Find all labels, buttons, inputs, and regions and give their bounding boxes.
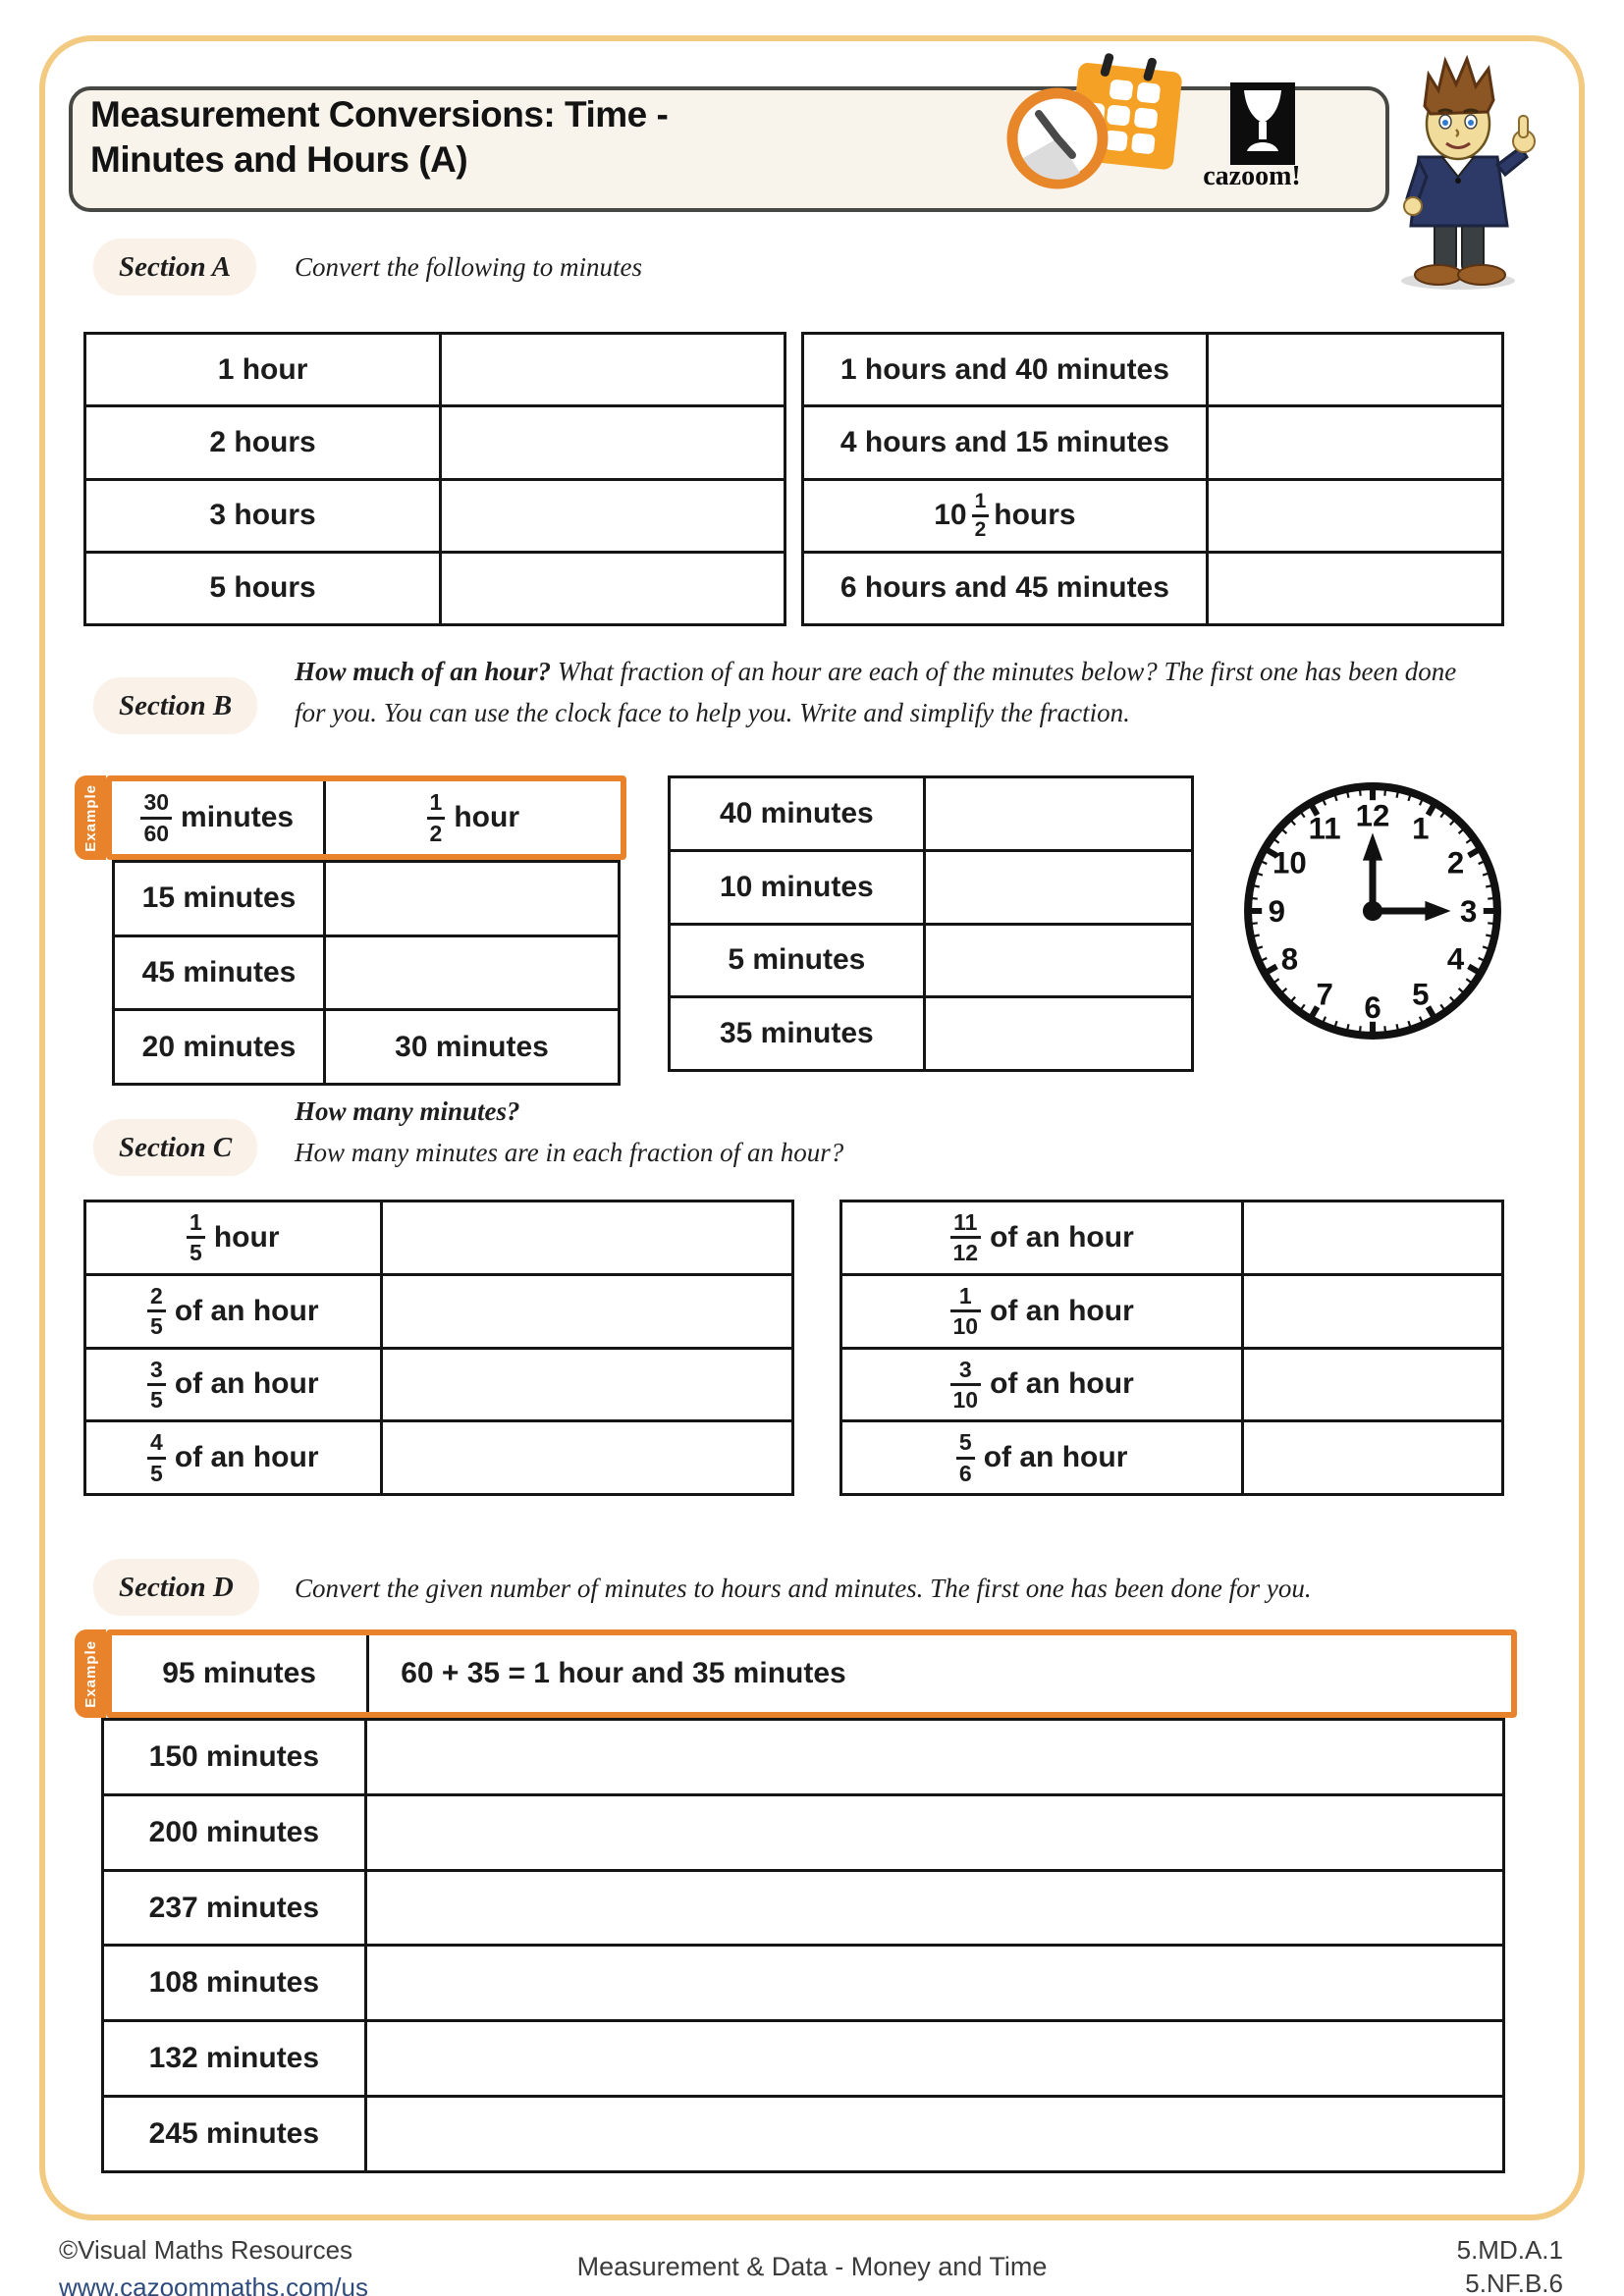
answer-cell [367, 1872, 1502, 1945]
example-tab: Example [75, 1629, 106, 1718]
answer-cell [442, 335, 784, 404]
question-cell: 45 minutes [115, 937, 326, 1009]
question-cell: 132 minutes [104, 2022, 367, 2095]
table-row [671, 995, 1191, 1069]
table-row [86, 335, 784, 404]
question-cell: 4 hours and 15 minutes [804, 407, 1209, 477]
question-cell: 1 10 of an hour [842, 1276, 1244, 1347]
question-cell: 10 1 2 hours [804, 481, 1209, 551]
answer-cell [442, 407, 784, 477]
question-cell: 1 hour [86, 335, 442, 404]
svg-text:9: 9 [1268, 894, 1285, 930]
page-title [90, 92, 668, 183]
section-b-label: Section B [93, 677, 257, 734]
question-cell: 3 10 of an hour [842, 1350, 1244, 1420]
example-question-cell: 95 minutes [112, 1635, 369, 1712]
answer-cell [1244, 1350, 1501, 1420]
table-row [86, 478, 784, 551]
question-cell: 11 12 of an hour [842, 1202, 1244, 1273]
section-a-right-table [801, 332, 1504, 626]
table-row [86, 1419, 791, 1493]
example-tab: Example [75, 775, 106, 860]
svg-text:4: 4 [1446, 941, 1465, 977]
question-cell: 3 hours [86, 481, 442, 551]
table-row [104, 1869, 1502, 1945]
answer-cell [1209, 481, 1501, 551]
question-cell: 237 minutes [104, 1872, 367, 1945]
fraction: 1 10 [950, 1284, 982, 1338]
svg-text:3: 3 [1460, 894, 1478, 930]
table-row [104, 1793, 1502, 1869]
answer-cell [442, 554, 784, 623]
example-answer-cell: 1 2 hour [326, 781, 621, 854]
question-cell: 15 minutes [115, 863, 326, 934]
answer-cell [383, 1276, 791, 1347]
answer-cell [367, 2098, 1502, 2170]
answer-cell [367, 1947, 1502, 2019]
copyright-text: ©Visual Maths Resources [59, 2235, 353, 2265]
table-row [842, 1419, 1501, 1493]
question-cell: 1 5 hour [86, 1202, 383, 1273]
question-cell: 108 minutes [104, 1947, 367, 2019]
table-row [842, 1202, 1501, 1273]
fraction: 3 10 [950, 1358, 982, 1412]
table-row [86, 1202, 791, 1273]
question-cell: 20 minutes [115, 1011, 326, 1083]
section-a-left-table [83, 332, 786, 626]
svg-text:11: 11 [1308, 811, 1341, 846]
answer-cell [926, 926, 1191, 996]
table-row [104, 2095, 1502, 2170]
section-d-label: Section D [93, 1559, 259, 1616]
question-cell: 4 5 of an hour [86, 1422, 383, 1493]
question-cell: 2 5 of an hour [86, 1276, 383, 1347]
fraction: 11 12 [950, 1210, 982, 1264]
table-row [842, 1347, 1501, 1420]
svg-text:12: 12 [1355, 798, 1390, 833]
standard-code: 5.MD.A.1 [1456, 2235, 1563, 2265]
fraction: 1 2 [972, 491, 990, 541]
svg-text:5: 5 [1412, 977, 1430, 1012]
table-row [804, 478, 1501, 551]
section-b-instruction-lead: How much of an hour? [295, 657, 552, 686]
table-row [671, 849, 1191, 923]
svg-text:7: 7 [1316, 977, 1333, 1012]
table-row [115, 934, 618, 1009]
fraction: 5 6 [956, 1430, 975, 1484]
question-cell: 10 minutes [671, 852, 926, 923]
question-cell: 35 minutes [671, 998, 926, 1069]
section-a-label: Section A [93, 239, 256, 295]
table-row [104, 1721, 1502, 1793]
answer-cell [326, 937, 618, 1009]
footer-standards [1457, 2234, 1563, 2296]
table-row [104, 1944, 1502, 2019]
answer-cell [1209, 554, 1501, 623]
table-row [804, 551, 1501, 623]
fraction: 4 5 [147, 1430, 166, 1484]
standard-code: 5.NF.B.6 [1465, 2268, 1563, 2296]
table-row [671, 923, 1191, 996]
question-cell: 3 5 of an hour [86, 1350, 383, 1420]
table-row [104, 2019, 1502, 2095]
answer-cell [367, 1796, 1502, 1869]
table-row [804, 335, 1501, 404]
answer-cell: 30 minutes [395, 1030, 549, 1063]
section-c-left-table [83, 1200, 794, 1496]
svg-text:10: 10 [1272, 845, 1307, 881]
section-a-instruction: Convert the following to minutes [295, 252, 642, 282]
svg-text:1: 1 [1412, 811, 1430, 846]
table-row [115, 863, 618, 934]
answer-cell [383, 1350, 791, 1420]
example-question-cell: 30 60 minutes [112, 781, 326, 854]
website-link[interactable]: www.cazoommaths.com/us [59, 2271, 368, 2296]
section-d-instruction: Convert the given number of minutes to hours and minutes. The first one has been done for you. [295, 1574, 1312, 1603]
answer-cell [367, 2022, 1502, 2095]
answer-cell [926, 998, 1191, 1069]
fraction: 30 60 [140, 790, 172, 844]
example-answer-cell: 60 + 35 = 1 hour and 35 minutes [401, 1657, 846, 1689]
answer-cell [383, 1422, 791, 1493]
table-row [86, 404, 784, 477]
section-b-left-table [112, 860, 621, 1086]
svg-text:8: 8 [1280, 941, 1299, 977]
cazoom-logo-text: cazoom! [1203, 161, 1301, 191]
section-b-middle-table [668, 775, 1194, 1072]
section-b-example-row [106, 775, 626, 860]
question-cell: 6 hours and 45 minutes [804, 554, 1209, 623]
clock-face [1239, 777, 1506, 1044]
fraction: 2 5 [147, 1284, 166, 1338]
question-cell: 1 hours and 40 minutes [804, 335, 1209, 404]
cazoom-logo-icon [1230, 82, 1295, 165]
table-row [86, 1273, 791, 1347]
page-title-line1: Measurement Conversions: Time - [90, 94, 669, 134]
answer-cell [926, 778, 1191, 849]
question-cell: 5 minutes [671, 926, 926, 996]
footer-center-title: Measurement & Data - Money and Time [576, 2252, 1048, 2281]
table-row [86, 551, 784, 623]
section-d-example-row [106, 1629, 1517, 1718]
question-cell: 5 hours [86, 554, 442, 623]
answer-cell [1244, 1202, 1501, 1273]
answer-cell [326, 863, 618, 934]
page-title-line2: Minutes and Hours (A) [90, 138, 468, 180]
section-b-instruction: How much of an hour? What fraction of an hour are each of the minutes below? The first one has been done for you. You can use the clock face to help you. Write and simplify the fraction. [295, 657, 1457, 727]
section-c-instruction-lead: How many minutes? [295, 1096, 520, 1126]
table-row [86, 1347, 791, 1420]
table-row [804, 404, 1501, 477]
table-row [115, 1008, 618, 1083]
fraction: 1 2 [427, 790, 446, 844]
answer-cell [1244, 1276, 1501, 1347]
answer-cell [383, 1202, 791, 1273]
question-cell: 5 6 of an hour [842, 1422, 1244, 1493]
section-c-right-table [839, 1200, 1504, 1496]
answer-cell [1209, 407, 1501, 477]
answer-cell [1209, 335, 1501, 404]
answer-cell [926, 852, 1191, 923]
svg-text:6: 6 [1364, 989, 1381, 1025]
answer-cell [367, 1721, 1502, 1793]
question-cell: 200 minutes [104, 1796, 367, 1869]
question-cell: 40 minutes [671, 778, 926, 849]
answer-cell [1244, 1422, 1501, 1493]
question-cell: 245 minutes [104, 2098, 367, 2170]
table-row [671, 778, 1191, 849]
section-d-table [101, 1718, 1505, 2173]
section-c-instruction: How many minutes? How many minutes are in each fraction of an hour? [295, 1092, 1375, 1174]
answer-cell [442, 481, 784, 551]
section-c-label: Section C [93, 1119, 257, 1176]
question-cell: 2 hours [86, 407, 442, 477]
fraction: 3 5 [147, 1358, 166, 1412]
svg-text:2: 2 [1446, 845, 1465, 881]
mascot-boy [1370, 51, 1546, 292]
table-row [842, 1273, 1501, 1347]
question-cell: 150 minutes [104, 1721, 367, 1793]
fraction: 1 5 [187, 1210, 205, 1264]
clock-icon [1003, 84, 1111, 192]
